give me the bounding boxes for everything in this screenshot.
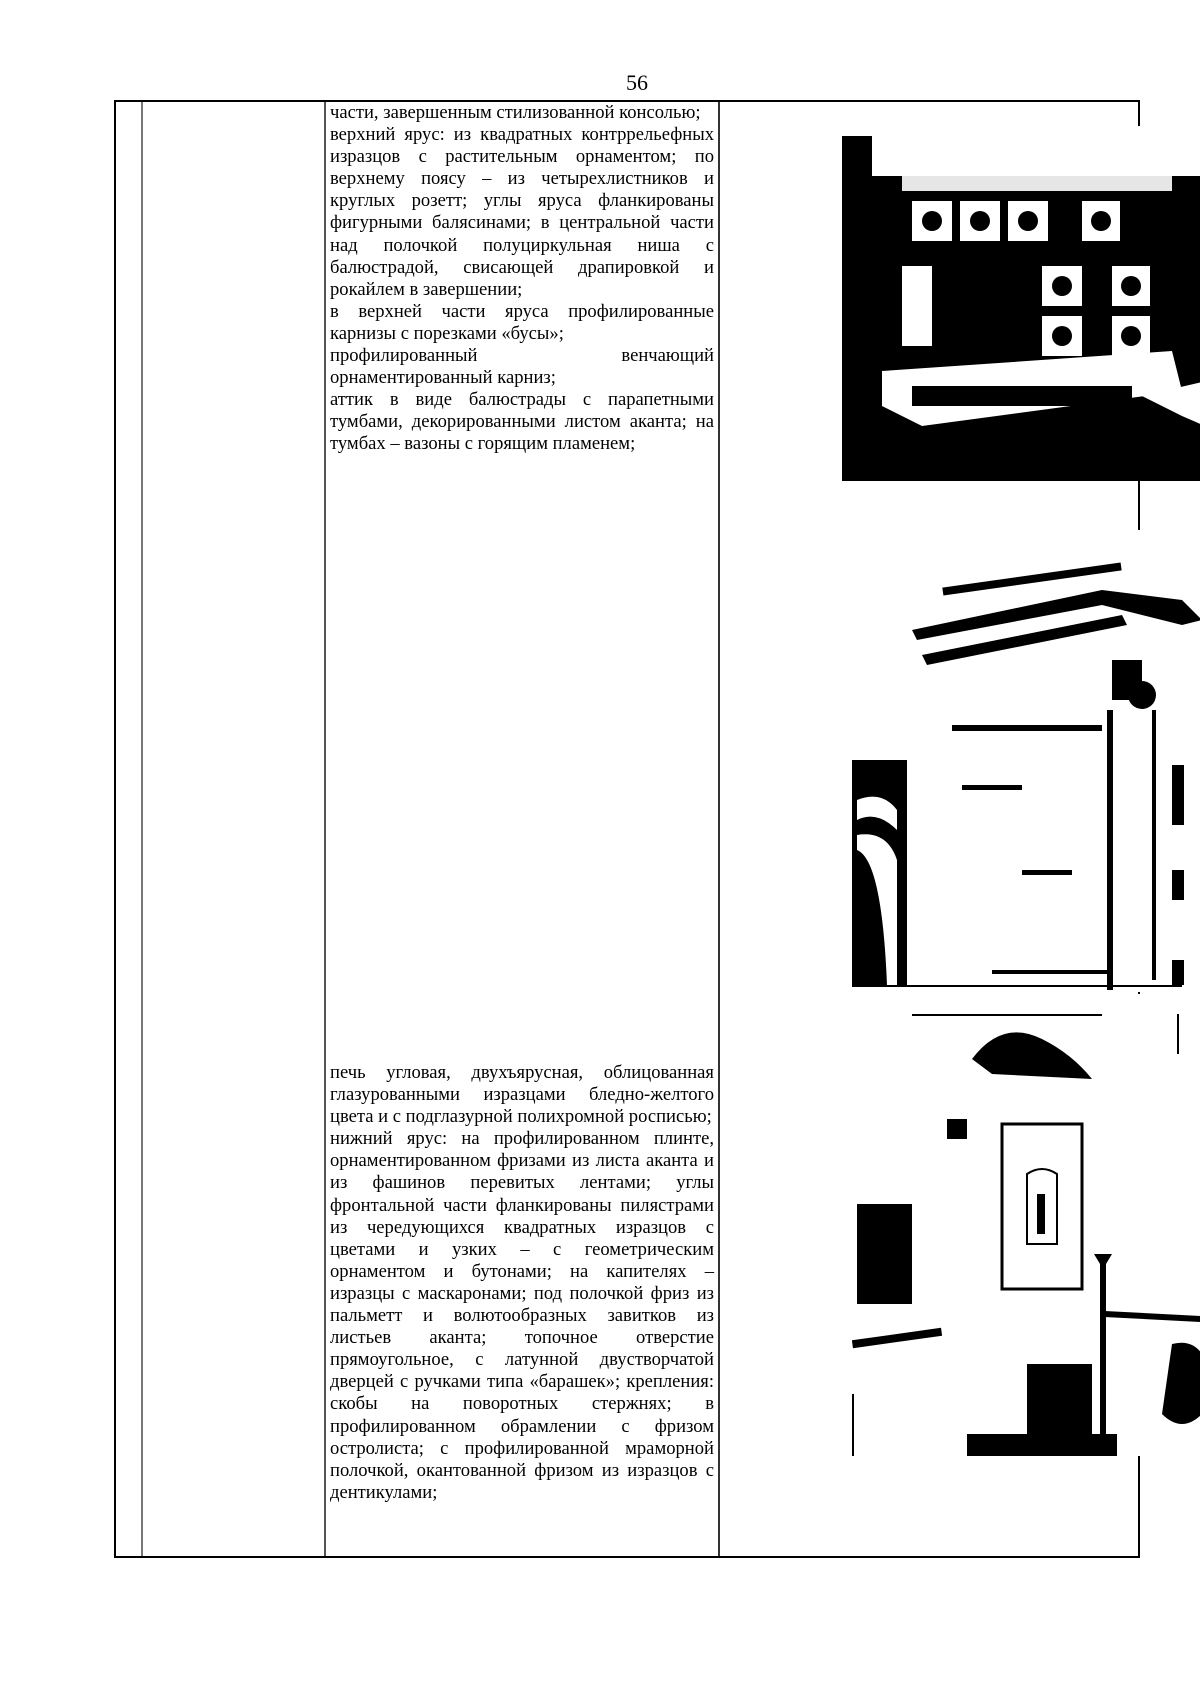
column-divider — [141, 102, 143, 1556]
column-divider — [718, 102, 720, 1556]
description-paragraph: печь угловая, двухъярусная, облицованная глазурованными изразцами бледно-желтого цвета и с подглазурной полихромной росписью; — [330, 1062, 714, 1128]
column-divider — [324, 102, 326, 1556]
stove-image-icon — [852, 994, 1200, 1456]
description-block-upper-tier — [330, 102, 714, 456]
description-paragraph: нижний ярус: на профилированном плинте, орнаментированном фризами из листа аканта и из фашинов перевитых лентами; углы фронтальной части фланкированы пилястрами из чередующихся квадратных изразцов с цветами и узких – с геометрическим орнаментом и бутонами; на капителях – изразцы с маскаронами; под полочкой фриз из пальметт и волютообразных завитков из листьев аканта; топочное отверстие прямоугольное, с латунной двустворчатой дверцей с ручками типа «барашек»; крепления: скобы на поворотных стержнях; в профилированном обрамлении с фризом остролиста; с профилированной мраморной полочкой, окантованной фризом из изразцов с дентикулами; — [330, 1128, 714, 1503]
stove-cornice-photo — [852, 530, 1200, 992]
stove-image-icon — [842, 126, 1200, 481]
description-paragraph: аттик в виде балюстрады с парапетными тумбами, декорированными листом аканта; на тумбах – вазоны с горящим пламенем; — [330, 389, 714, 455]
photo-column — [722, 102, 1138, 1556]
description-paragraph: в верхней части яруса профилированные карнизы с порезками «бусы»; — [330, 300, 714, 344]
description-paragraph: части, завершенным стилизованной консолью; — [330, 102, 701, 123]
description-table — [114, 100, 1140, 1558]
corner-stove-photo — [852, 994, 1200, 1456]
description-block-corner-stove — [330, 1062, 714, 1504]
stove-image-icon — [852, 530, 1200, 992]
page-number: 56 — [626, 70, 648, 95]
description-paragraph: профилированный венчающий орнаментированный карниз; — [330, 345, 714, 389]
description-paragraph: верхний ярус: из квадратных контррельефных изразцов с растительным орнаментом; по верхнему поясу – из четырехлистников и круглых розетт; углы яруса фланкированы фигурными балясинами; в центральной части над полочкой полуциркульная ниша с балюстрадой, свисающей драпировкой и рокайлем в завершении; — [330, 124, 714, 300]
stove-tile-photo — [842, 126, 1200, 481]
